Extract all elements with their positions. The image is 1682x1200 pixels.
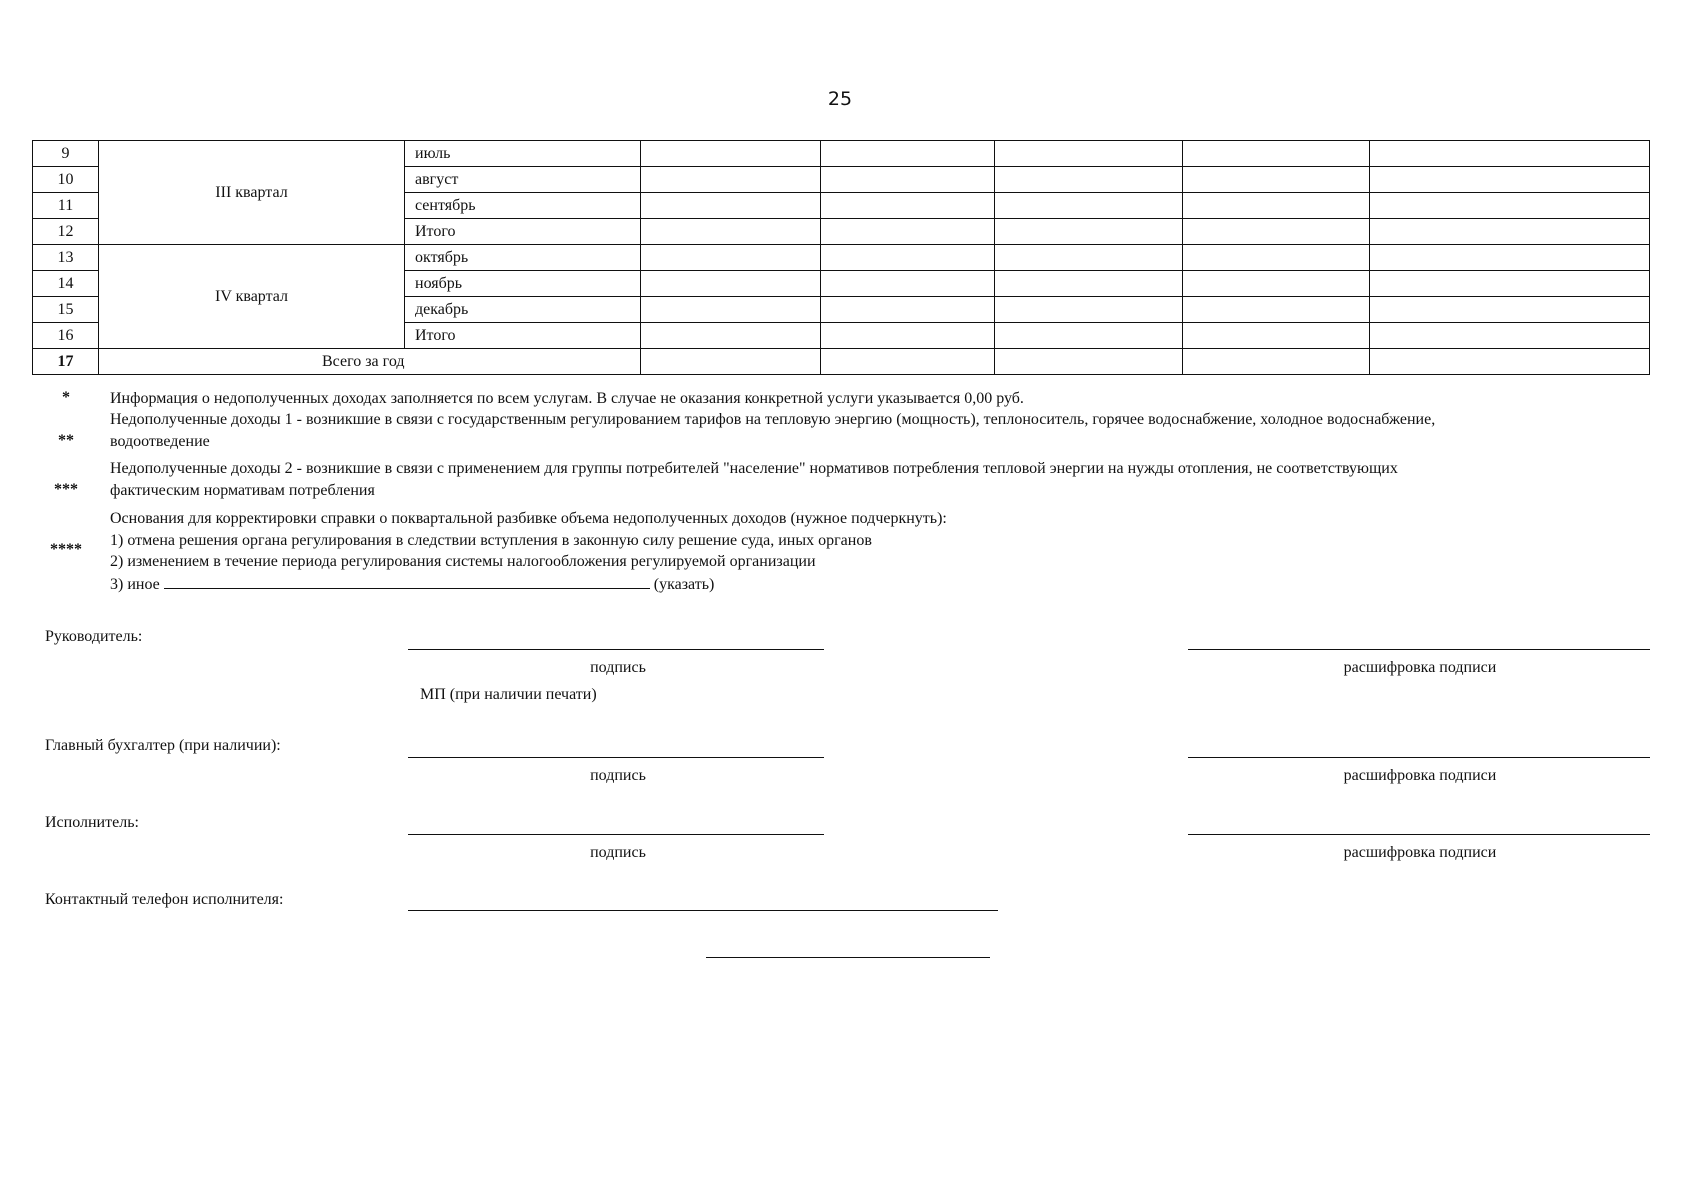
signature-line: [408, 757, 824, 758]
value-cell: [995, 245, 1183, 271]
value-cell: [641, 219, 821, 245]
table-row: [33, 245, 1650, 271]
head-label: Руководитель:: [45, 628, 143, 645]
value-cell: [995, 349, 1183, 375]
signature-caption: подпись: [590, 659, 646, 676]
stamp-note: МП (при наличии печати): [420, 686, 597, 703]
quarter-label: III квартал: [99, 141, 405, 245]
footnote-text: Информация о недополученных доходах заполняется по всем услугам. В случае не оказания конкретной услуги указывается 0,00 руб.: [110, 390, 1024, 407]
executor-label: Исполнитель:: [45, 814, 139, 831]
value-cell: [995, 297, 1183, 323]
row-number: 13: [33, 245, 99, 271]
value-cell: [1370, 323, 1650, 349]
value-cell: [995, 271, 1183, 297]
month-cell: Итого: [405, 219, 641, 245]
value-cell: [821, 141, 995, 167]
footnote-text: Недополученные доходы 2 - возникшие в связи с применением для группы потребителей "население" нормативов потребления тепловой энергии на нужды отопления, не соответствующих: [110, 460, 1398, 477]
value-cell: [995, 167, 1183, 193]
signature-line: [408, 834, 824, 835]
value-cell: [821, 219, 995, 245]
quarter-label: IV квартал: [99, 245, 405, 349]
value-cell: [1370, 167, 1650, 193]
value-cell: [821, 297, 995, 323]
value-cell: [641, 141, 821, 167]
month-cell: июль: [405, 141, 641, 167]
decoding-line: [1188, 834, 1650, 835]
value-cell: [995, 141, 1183, 167]
footnote-text: Недополученные доходы 1 - возникшие в связи с государственным регулированием тарифов на тепловую энергию (мощность), теплоноситель, горячее водоснабжение, холодное водоснабжение,: [110, 411, 1436, 428]
month-cell: ноябрь: [405, 271, 641, 297]
row-number: 15: [33, 297, 99, 323]
footnote-text: Основания для корректировки справки о поквартальной разбивке объема недополученных доходов (нужное подчеркнуть):: [110, 510, 947, 527]
value-cell: [1183, 219, 1370, 245]
month-cell: Итого: [405, 323, 641, 349]
value-cell: [641, 323, 821, 349]
decoding-line: [1188, 649, 1650, 650]
value-cell: [821, 193, 995, 219]
value-cell: [1370, 271, 1650, 297]
decoding-caption: расшифровка подписи: [1343, 767, 1497, 784]
decoding-caption: расшифровка подписи: [1343, 844, 1497, 861]
value-cell: [641, 193, 821, 219]
value-cell: [1183, 141, 1370, 167]
footnote-mark: ****: [50, 541, 82, 558]
table-row: [33, 141, 1650, 167]
row-number: 10: [33, 167, 99, 193]
blank-line: [164, 573, 650, 589]
total-label: Всего за год: [99, 349, 641, 375]
signature-line: [408, 649, 824, 650]
data-table: [32, 140, 1650, 375]
value-cell: [995, 323, 1183, 349]
value-cell: [641, 167, 821, 193]
page-number: 25: [827, 88, 853, 110]
footnote-mark: ***: [54, 481, 78, 498]
footnote-text: 2) изменением в течение периода регулирования системы налогообложения регулируемой организации: [110, 553, 816, 570]
value-cell: [995, 193, 1183, 219]
value-cell: [1183, 193, 1370, 219]
value-cell: [1183, 349, 1370, 375]
decoding-caption: расшифровка подписи: [1343, 659, 1497, 676]
value-cell: [641, 297, 821, 323]
value-cell: [1370, 219, 1650, 245]
value-cell: [995, 219, 1183, 245]
closing-rule: [706, 957, 990, 958]
value-cell: [1370, 193, 1650, 219]
row-number: 14: [33, 271, 99, 297]
accountant-label: Главный бухгалтер (при наличии):: [45, 737, 281, 754]
other-prefix: 3) иное: [110, 576, 160, 593]
value-cell: [1183, 271, 1370, 297]
value-cell: [641, 271, 821, 297]
footnote-text: водоотведение: [110, 433, 210, 450]
other-suffix: (указать): [653, 576, 715, 593]
value-cell: [821, 349, 995, 375]
value-cell: [1370, 349, 1650, 375]
phone-line: [408, 910, 998, 911]
value-cell: [641, 245, 821, 271]
footnote-text: 1) отмена решения органа регулирования в следствии вступления в законную силу решение суда, иных органов: [110, 532, 872, 549]
value-cell: [821, 271, 995, 297]
value-cell: [1370, 141, 1650, 167]
value-cell: [1183, 323, 1370, 349]
footnote-mark: **: [58, 432, 74, 449]
value-cell: [1370, 297, 1650, 323]
row-number: 12: [33, 219, 99, 245]
total-row: [33, 349, 1650, 375]
signature-caption: подпись: [590, 844, 646, 861]
month-cell: август: [405, 167, 641, 193]
value-cell: [1183, 245, 1370, 271]
row-number: 16: [33, 323, 99, 349]
row-number: 11: [33, 193, 99, 219]
value-cell: [821, 167, 995, 193]
value-cell: [1183, 167, 1370, 193]
phone-label: Контактный телефон исполнителя:: [45, 891, 284, 908]
footnote-mark: *: [62, 389, 70, 406]
month-cell: октябрь: [405, 245, 641, 271]
row-number: 17: [33, 349, 99, 375]
value-cell: [1183, 297, 1370, 323]
value-cell: [1370, 245, 1650, 271]
month-cell: сентябрь: [405, 193, 641, 219]
value-cell: [821, 245, 995, 271]
month-cell: декабрь: [405, 297, 641, 323]
footnote-text: [110, 573, 1658, 596]
signature-caption: подпись: [590, 767, 646, 784]
decoding-line: [1188, 757, 1650, 758]
value-cell: [641, 349, 821, 375]
row-number: 9: [33, 141, 99, 167]
value-cell: [821, 323, 995, 349]
footnote-text: фактическим нормативам потребления: [110, 482, 375, 499]
